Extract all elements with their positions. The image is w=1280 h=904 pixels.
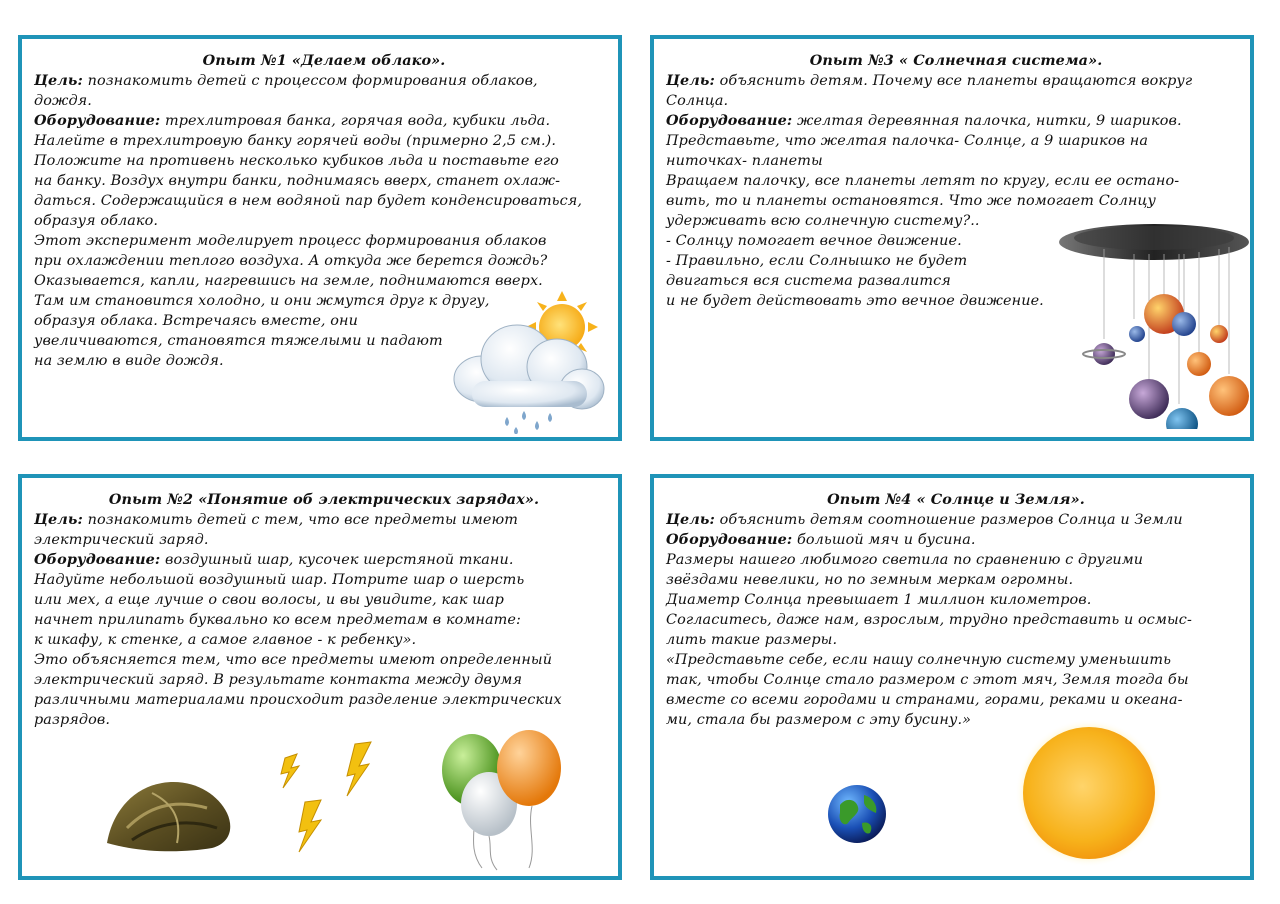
goal-text: познакомить детей с тем, что все предметы имеют <box>82 512 519 528</box>
equipment-label: Оборудование: <box>34 551 161 568</box>
goal-text-cont: дождя. <box>34 93 92 109</box>
text-line: Этот эксперимент моделирует процесс формирования облаков <box>34 233 547 249</box>
text-line: Это объясняется тем, что все предметы имеют определенный <box>34 652 553 668</box>
goal-label: Цель: <box>34 511 83 528</box>
text-line: и не будет действовать это вечное движение. <box>666 293 1044 309</box>
text-line: вить, то и планеты остановятся. Что же помогает Солнцу <box>666 193 1157 209</box>
goal-text-cont: электрический заряд. <box>34 532 209 548</box>
text-line: Надуйте небольшой воздушный шар. Потрите шар о шерсть <box>34 572 525 588</box>
card-text <box>666 490 1246 730</box>
goal-text: объяснить детям. Почему все планеты вращаются вокруг <box>714 73 1193 89</box>
text-line: различными материалами происходит разделение электрических <box>34 692 562 708</box>
text-line: или мех, а еще лучше о свои волосы, и вы увидите, как шар <box>34 592 504 608</box>
text-line: образуя облака. Встречаясь вместе, они <box>34 313 358 329</box>
text-line: вместе со всеми городами и странами, горами, реками и океана- <box>666 692 1183 708</box>
text-line: Размеры нашего любимого светила по сравнению с другими <box>666 552 1144 568</box>
text-line: ниточках- планеты <box>666 153 823 169</box>
card-experiment-2 <box>18 474 622 880</box>
goal-label: Цель: <box>666 511 715 528</box>
text-line: Согласитесь, даже нам, взрослым, трудно представить и осмыс- <box>666 612 1192 628</box>
equipment-text: большой мяч и бусина. <box>792 532 976 548</box>
equipment-text: трехлитровая банка, горячая вода, кубики льда. <box>160 113 551 129</box>
text-line: даться. Содержащийся в нем водяной пар будет конденсироваться, <box>34 193 583 209</box>
text-line: к шкафу, к стенке, а самое главное - к ребенку». <box>34 632 417 648</box>
text-line: «Представьте себе, если нашу солнечную систему уменьшить <box>666 652 1172 668</box>
text-line: - Солнцу помогает вечное движение. <box>666 233 962 249</box>
text-line: Оказывается, капли, нагревшись на земле, поднимаются вверх. <box>34 273 543 289</box>
goal-text: познакомить детей с процессом формирования облаков, <box>82 73 538 89</box>
text-line: на землю в виде дождя. <box>34 353 224 369</box>
text-line: Положите на противень несколько кубиков льда и поставьте его <box>34 153 559 169</box>
text-line: при охлаждении теплого воздуха. А откуда же берется дождь? <box>34 253 548 269</box>
text-line: Диаметр Солнца превышает 1 миллион километров. <box>666 592 1092 608</box>
text-line: увеличиваются, становятся тяжелыми и падают <box>34 333 443 349</box>
cloud-sun-rain-icon <box>442 289 617 434</box>
card-title: Опыт №3 « Солнечная система». <box>809 52 1103 69</box>
text-line: так, чтобы Солнце стало размером с этот мяч, Земля тогда бы <box>666 672 1189 688</box>
equipment-label: Оборудование: <box>666 531 793 548</box>
text-line: Представьте, что желтая палочка- Солнце, а 9 шариков на <box>666 133 1149 149</box>
text-line: лить такие размеры. <box>666 632 838 648</box>
text-line: - Правильно, если Солнышко не будет <box>666 253 968 269</box>
text-line: двигаться вся система развалится <box>666 273 951 289</box>
card-title: Опыт №2 «Понятие об электрических зарядах». <box>108 491 540 508</box>
sun-icon <box>1014 718 1164 868</box>
text-line: электрический заряд. В результате контакта между двумя <box>34 672 523 688</box>
text-line: удерживать всю солнечную систему?.. <box>666 213 980 229</box>
wool-cloth-icon <box>102 768 237 853</box>
card-title: Опыт №4 « Солнце и Земля». <box>827 491 1085 508</box>
card-text <box>34 490 614 730</box>
text-line: начнет прилипать буквально ко всем предметам в комнате: <box>34 612 521 628</box>
card-title: Опыт №1 «Делаем облако». <box>202 52 446 69</box>
equipment-text: желтая деревянная палочка, нитки, 9 шариков. <box>792 113 1182 129</box>
text-line: на банку. Воздух внутри банки, поднимаясь вверх, станет охлаж- <box>34 173 561 189</box>
earth-icon <box>826 783 888 845</box>
card-experiment-3 <box>650 35 1254 441</box>
goal-label: Цель: <box>34 72 83 89</box>
text-line: образуя облако. <box>34 213 159 229</box>
solar-system-mobile-icon <box>1044 214 1249 429</box>
goal-text-cont: Солнца. <box>666 93 729 109</box>
lightning-icon <box>277 740 387 860</box>
balloons-icon <box>437 728 577 873</box>
equipment-label: Оборудование: <box>34 112 161 129</box>
equipment-label: Оборудование: <box>666 112 793 129</box>
card-experiment-1 <box>18 35 622 441</box>
text-line: звёздами невелики, но по земным меркам огромны. <box>666 572 1074 588</box>
text-line: Вращаем палочку, все планеты летят по кругу, если ее остано- <box>666 173 1180 189</box>
text-line: разрядов. <box>34 712 111 728</box>
equipment-text: воздушный шар, кусочек шерстяной ткани. <box>160 552 514 568</box>
text-line: Там им становится холодно, и они жмутся друг к другу, <box>34 293 490 309</box>
goal-label: Цель: <box>666 72 715 89</box>
text-line: Налейте в трехлитровую банку горячей воды (примерно 2,5 см.). <box>34 133 557 149</box>
text-line: ми, стала бы размером с эту бусину.» <box>666 712 972 728</box>
card-experiment-4 <box>650 474 1254 880</box>
goal-text: объяснить детям соотношение размеров Солнца и Земли <box>714 512 1183 528</box>
